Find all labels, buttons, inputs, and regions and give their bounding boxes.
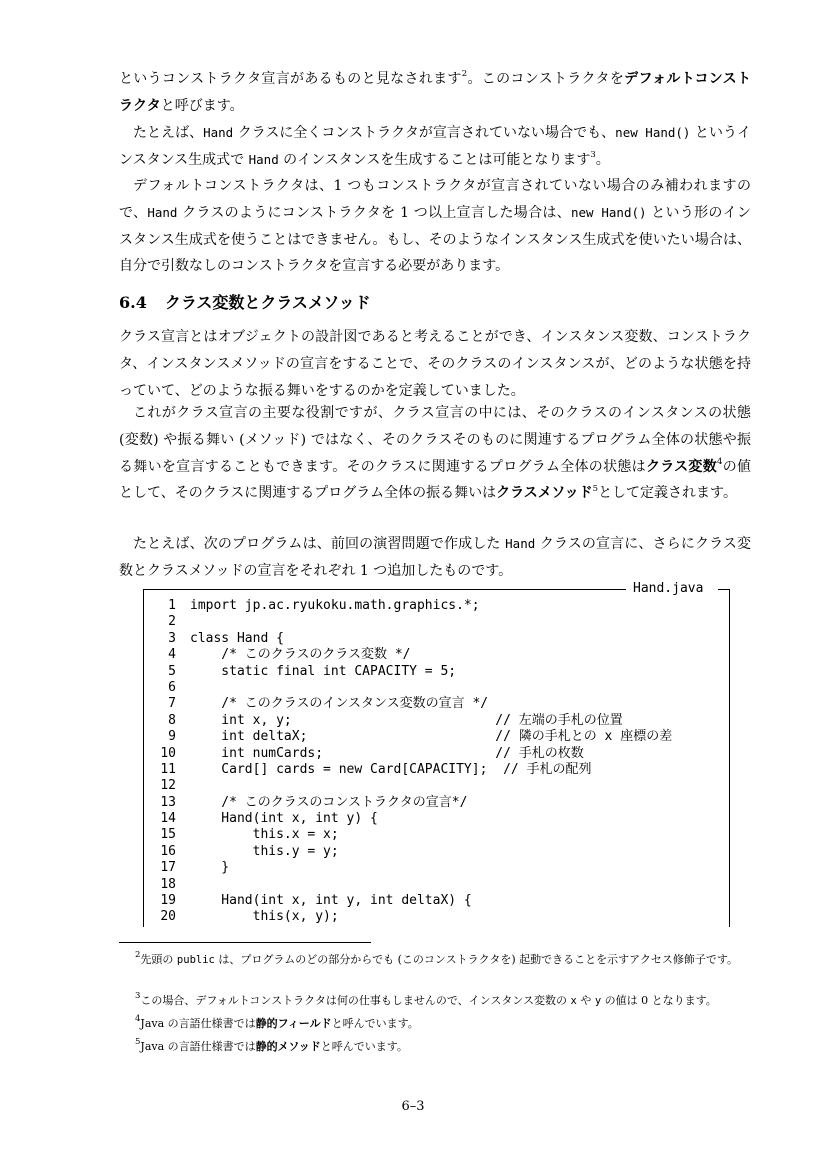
code-text: this.y = y; [190,843,339,859]
text: 先頭の [140,953,177,966]
paragraph-default-constructor [119,66,751,120]
code-line [152,614,672,630]
code-text: /* このクラスのインスタンス変数の宣言 */ [190,696,489,712]
inline-code: Hand [248,151,279,167]
paragraph-default-constructor-rule [119,173,751,280]
footnote-mark: 3 [135,991,141,1002]
paragraph-program-intro [119,531,751,585]
inline-code: x [570,995,577,1007]
code-text: Hand(int x, int y, int deltaX) { [190,893,472,909]
code-text: this.x = x; [190,827,339,843]
code-text: int x, y; // 左端の手札の位置 [190,712,623,728]
text: Java の言語仕様書では [140,1017,256,1030]
text: クラスの宣言に、さらにクラス変数とクラスメソッドの宣言をそれぞれ 1 つ追加したものです。 [119,536,752,579]
code-text: } [190,860,230,876]
text: クラスに全くコンストラクタが宣言されていない場合でも、 [233,125,616,141]
line-number: 16 [160,843,176,859]
code-line [152,729,672,745]
text: たとえば、次のプログラムは、前回の演習問題で作成した [133,536,506,552]
code-line [152,746,672,762]
footnote-5 [119,1038,751,1055]
term-static-field: 静的フィールド [255,1017,332,1030]
paragraph-class-variables [119,400,751,507]
text: クラスのようにコンストラクタを 1 つ以上宣言した場合は、 [177,204,571,221]
line-number: 20 [160,909,176,925]
code-line [152,696,672,712]
footnote-ref-2[interactable]: 2 [461,69,468,80]
text: 。このコンストラクタを [467,71,625,87]
line-number: 12 [160,778,176,794]
code-line [152,713,672,729]
text: と呼んでいます。 [320,1040,408,1053]
footnote-ref-5[interactable]: 5 [592,483,599,494]
text: Java の言語仕様書では [140,1040,256,1053]
line-number: 19 [160,893,176,909]
code-line [152,762,672,778]
text: というインスタンス生成式で [119,125,751,168]
code-frame-rule [144,589,626,590]
code-line [152,827,672,843]
text: として定義されます。 [598,485,737,502]
text: の値として、そのクラスに関連するプログラム全体の振る舞いは [119,458,751,502]
line-number: 8 [168,712,176,728]
code-text: Hand(int x, int y) { [190,811,378,827]
line-number: 14 [160,811,176,827]
footnote-mark: 4 [135,1014,141,1025]
code-line [152,631,672,647]
code-lines [152,598,672,926]
footnote-mark: 2 [135,950,141,961]
term-class-variable: クラス変数 [645,458,717,475]
section-number: 6.4 [119,293,147,312]
paragraph-class-declaration: クラス宣言とはオブジェクトの設計図であると考えることができ、インスタンス変数、コンストラクタ、インスタンスメソッドの宣言をすることで、そのクラスのインスタンスが、どのような状態を持っていて、どのような振る舞いをするのかを定義していました。 [119,329,751,399]
term-static-method: 静的メソッド [255,1040,321,1053]
code-line [152,680,672,696]
footnote-mark: 5 [135,1037,141,1048]
text: というコンストラクタ宣言があるものと見なされます [119,71,462,87]
line-number: 4 [168,647,176,663]
code-line [152,860,672,876]
inline-code: new Hand() [615,125,691,140]
term-default-constructor: デフォルトコンストラクタ [119,71,751,114]
text: や [576,994,595,1007]
inline-code: Hand [203,125,234,140]
text: と呼びます。 [160,97,244,114]
text: と呼んでいます。 [331,1017,419,1030]
page-number: 6–3 [401,1099,425,1114]
footnote-ref-4[interactable]: 4 [717,456,723,467]
code-text: static final int CAPACITY = 5; [190,663,457,679]
code-line [152,778,672,794]
code-line [152,877,672,893]
code-text: /* このクラスのクラス変数 */ [190,647,411,663]
code-line [152,811,672,827]
text: のインスタンスを生成することは可能となります [278,151,591,168]
code-line [152,844,672,860]
text: という形のインスタンス生成式を使うことはできません。もし、そのようなインスタンス生成式を使いたい場合は、自分で引数なしのコンストラクタを宣言する必要があります。 [119,204,751,275]
code-frame-rule [718,589,729,590]
term-class-method: クラスメソッド [496,485,593,502]
line-number: 18 [160,876,176,892]
code-line [152,598,672,614]
code-text: import jp.ac.ryukoku.math.graphics.*; [190,598,480,613]
line-number: 13 [160,794,176,810]
line-number: 6 [168,679,176,695]
inline-code: public [176,954,215,966]
section-title: クラス変数とクラスメソッド [164,293,371,312]
text: この場合、デフォルトコンストラクタは何の仕事もしませんので、インスタンス変数の [140,994,571,1007]
code-text: Card[] cards = new Card[CAPACITY]; // 手札の配列 [190,761,592,777]
text: の値は 0 となります。 [601,994,717,1007]
code-line [152,893,672,909]
text: 。 [595,151,610,168]
code-filename: Hand.java [630,580,706,598]
code-text: int deltaX; // 隣の手札との x 座標の差 [190,729,673,745]
line-number: 5 [168,663,176,679]
inline-code: new Hand() [570,204,647,220]
text: たとえば、 [133,125,204,141]
code-line [152,647,672,663]
code-text: int numCards; // 手札の枚数 [190,745,584,761]
inline-code: Hand [147,204,178,220]
text: は、プログラムのどの部分からでも (このコンストラクタを) 起動できることを示すアクセス修飾子です。 [214,953,738,966]
footnote-4 [119,1015,751,1032]
line-number: 7 [168,696,176,712]
code-text: this(x, y); [190,909,339,925]
code-line [152,795,672,811]
line-number: 11 [160,761,176,777]
inline-code: y [594,995,602,1007]
text: デフォルトコンストラクタは、1 つもコンストラクタが宣言されていない場合のみ補われますので、 [119,178,751,221]
text: これがクラス宣言の主要な役割ですが、クラス宣言の中には、そのクラスのインスタンスの状態 (変数) や振る舞い (メソッド) ではなく、そのクラスそのものに関連するプログラム全体の状態や振る舞いを宣言することもできます。そのクラスに関連するプログラム全体の状態は [119,405,751,475]
footnote-2 [119,951,751,969]
code-listing [143,581,730,927]
inline-code: Hand [505,536,536,551]
code-line [152,664,672,680]
section-heading [119,290,371,313]
code-line [152,909,672,925]
line-number: 3 [168,630,176,646]
footnote-rule [119,942,371,943]
footnote-3 [119,992,751,1010]
footnote-ref-3[interactable]: 3 [590,150,596,161]
line-number: 2 [168,614,176,630]
code-text: /* このクラスのコンストラクタの宣言*/ [190,794,468,810]
line-number: 10 [160,745,176,761]
paragraph-example-new-hand [119,120,751,174]
line-number: 9 [168,729,176,745]
line-number: 17 [160,860,176,876]
code-text: class Hand { [190,630,284,646]
line-number: 15 [160,827,176,843]
line-number: 1 [168,598,176,613]
